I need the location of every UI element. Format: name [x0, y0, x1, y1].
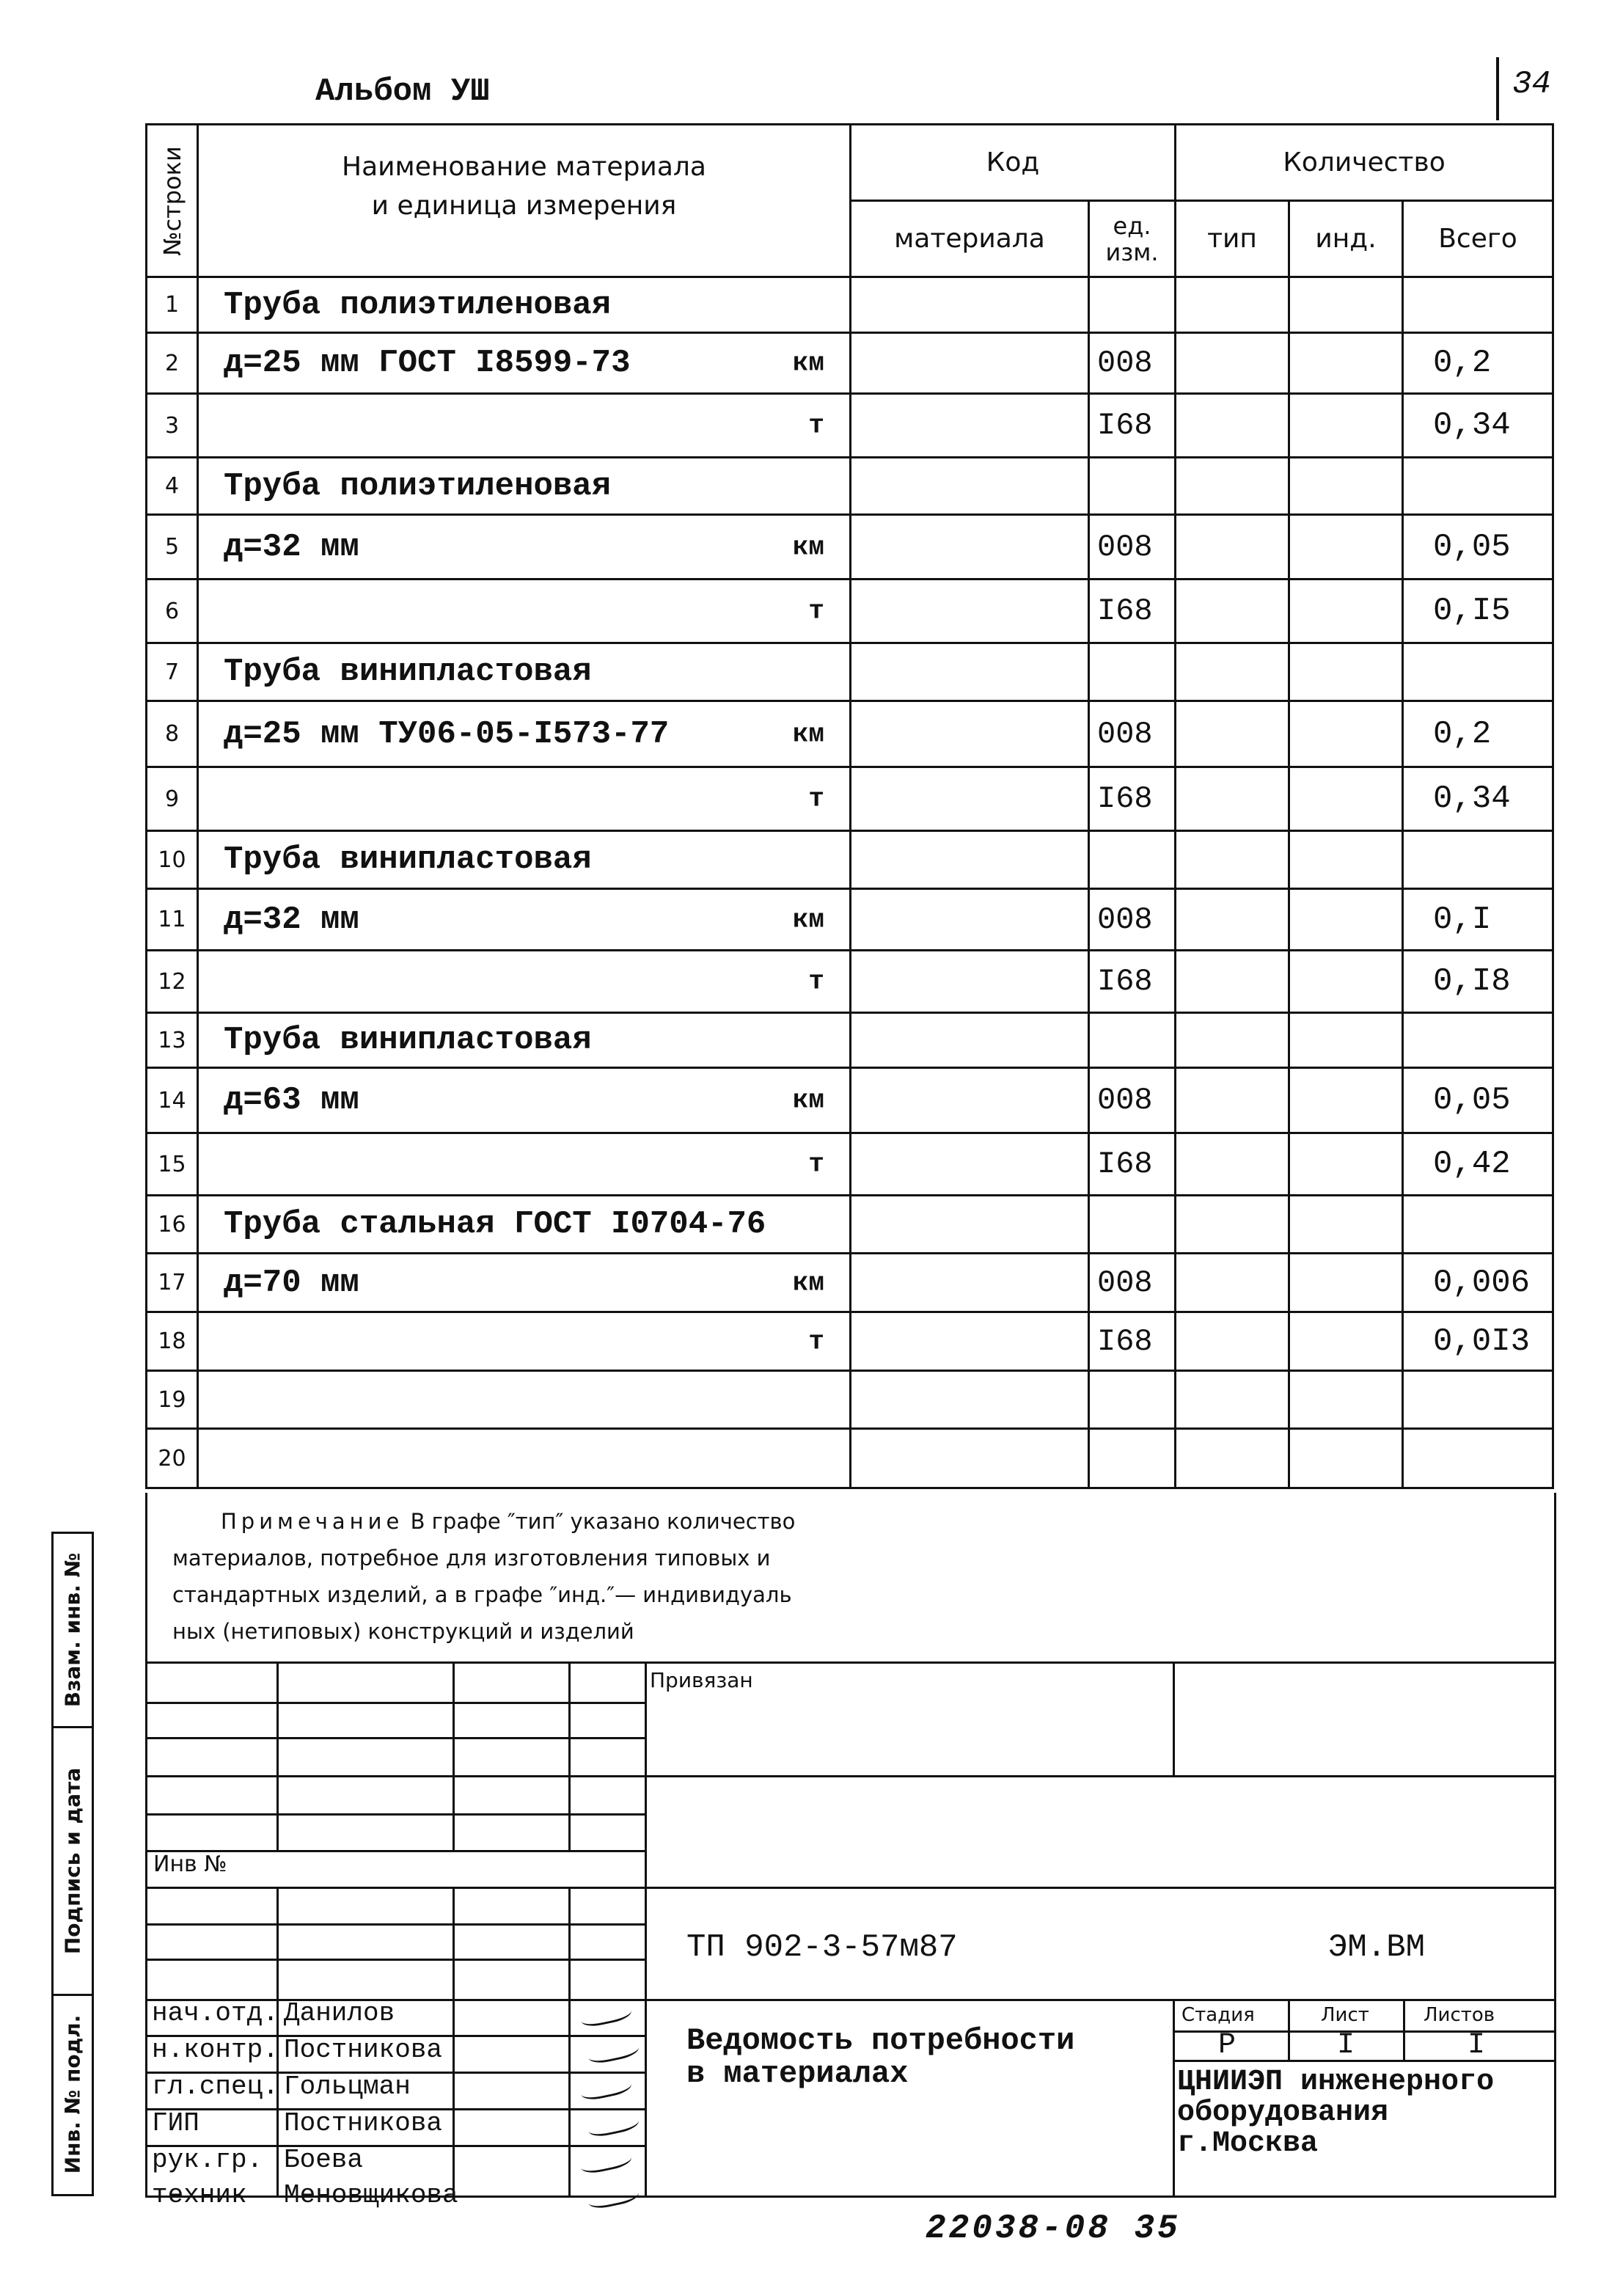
document-title-line-1: Ведомость потребности — [686, 2023, 1075, 2058]
material-unit: км — [792, 1268, 824, 1298]
ind-cell — [1289, 277, 1403, 333]
type-cell — [1176, 889, 1289, 951]
material-name: д=32 мм — [224, 901, 359, 938]
type-cell — [1176, 1068, 1289, 1133]
table-row — [147, 1133, 1553, 1196]
type-cell — [1176, 515, 1289, 580]
total-cell — [1403, 643, 1553, 701]
total-cell — [1403, 831, 1553, 889]
table-row — [147, 458, 1553, 515]
ind-cell — [1289, 889, 1403, 951]
material-name-cell — [198, 1196, 851, 1254]
material-name-cell — [198, 831, 851, 889]
note-line-3: стандартных изделий, а в графе ″инд.″— индивидуаль — [172, 1582, 792, 1607]
material-code-cell — [851, 1254, 1089, 1312]
total-cell — [1403, 458, 1553, 515]
material-name-cell — [198, 1133, 851, 1196]
material-name-cell — [198, 1371, 851, 1429]
material-unit: т — [808, 783, 824, 814]
material-code-cell — [851, 1312, 1089, 1371]
type-header: тип — [1176, 201, 1289, 277]
unit-code-cell: I68 — [1089, 951, 1176, 1013]
table-row — [147, 394, 1553, 458]
material-code-cell — [851, 515, 1089, 580]
table-row — [147, 580, 1553, 643]
table-row — [147, 277, 1553, 333]
ind-cell — [1289, 1312, 1403, 1371]
signer-role: н.контр. — [152, 2035, 279, 2065]
page-number-divider — [1496, 57, 1499, 120]
total-cell: 0,2 — [1403, 333, 1553, 394]
material-name-cell — [198, 1312, 851, 1371]
material-name: д=70 мм — [224, 1264, 359, 1301]
table-row — [147, 333, 1553, 394]
material-name: Труба винипластовая — [224, 654, 592, 690]
unit-code-cell: 008 — [1089, 1254, 1176, 1312]
unit-code-cell: 008 — [1089, 333, 1176, 394]
organization-line-1: ЦНИИЭП инженерного — [1177, 2066, 1495, 2099]
album-title: Альбом УШ — [315, 73, 490, 110]
material-unit: т — [808, 1149, 824, 1180]
signer-name: Боева — [284, 2145, 364, 2175]
row-number: 1 — [147, 277, 198, 333]
unit-code-cell: 008 — [1089, 1068, 1176, 1133]
total-cell: 0,I — [1403, 889, 1553, 951]
material-unit: т — [808, 596, 824, 626]
material-name: д=32 мм — [224, 528, 359, 566]
material-code-cell — [851, 1068, 1089, 1133]
table-row — [147, 831, 1553, 889]
unit-code-cell — [1089, 831, 1176, 889]
material-unit: т — [808, 410, 824, 441]
ind-cell — [1289, 951, 1403, 1013]
row-number: 16 — [147, 1196, 198, 1254]
total-cell: 0,I5 — [1403, 580, 1553, 643]
sheets-label: Листов — [1424, 2004, 1495, 2026]
ind-cell — [1289, 643, 1403, 701]
total-cell — [1403, 1013, 1553, 1068]
note-line-4: ных (нетиповых) конструкций и изделий — [172, 1619, 634, 1644]
ind-cell — [1289, 515, 1403, 580]
signer-role: гл.спец. — [152, 2072, 279, 2102]
material-code-cell — [851, 767, 1089, 831]
side-label-replace-inv: Взам. инв. № — [54, 1534, 92, 1728]
material-name: д=25 мм ГОСТ I8599-73 — [224, 345, 631, 381]
organization-line-3: г.Москва — [1177, 2127, 1319, 2160]
unit-code-cell: I68 — [1089, 1133, 1176, 1196]
material-name: Труба винипластовая — [224, 841, 592, 878]
row-number: 14 — [147, 1068, 198, 1133]
total-cell: 0,42 — [1403, 1133, 1553, 1196]
table-row — [147, 1254, 1553, 1312]
organization-line-2: оборудования — [1177, 2096, 1389, 2129]
material-code-cell — [851, 831, 1089, 889]
type-cell — [1176, 458, 1289, 515]
material-name-cell — [198, 1429, 851, 1488]
material-code-cell — [851, 1429, 1089, 1488]
row-number: 20 — [147, 1429, 198, 1488]
row-number: 17 — [147, 1254, 198, 1312]
quantity-header: Количество — [1176, 125, 1553, 201]
material-name-cell — [198, 701, 851, 767]
table-row — [147, 643, 1553, 701]
table-row — [147, 1371, 1553, 1429]
document-mark: ЭМ.ВМ — [1328, 1929, 1426, 1966]
inv-number-label: Инв № — [153, 1851, 227, 1877]
type-cell — [1176, 1429, 1289, 1488]
material-code-cell — [851, 889, 1089, 951]
unit-code-cell: I68 — [1089, 394, 1176, 458]
ind-cell — [1289, 1068, 1403, 1133]
table-row — [147, 889, 1553, 951]
table-row — [147, 1013, 1553, 1068]
material-name-cell — [198, 1254, 851, 1312]
material-name: Труба полиэтиленовая — [224, 467, 612, 505]
unit-code-cell — [1089, 1013, 1176, 1068]
archive-code: 22038-08 35 — [926, 2209, 1181, 2248]
row-number: 15 — [147, 1133, 198, 1196]
row-number: 3 — [147, 394, 198, 458]
material-name: д=25 мм ТУ06-05-I573-77 — [224, 715, 670, 753]
side-labels — [51, 1532, 94, 2196]
table-row — [147, 767, 1553, 831]
type-cell — [1176, 643, 1289, 701]
material-name-cell — [198, 951, 851, 1013]
ind-cell — [1289, 1013, 1403, 1068]
material-code-cell — [851, 643, 1089, 701]
total-cell: 0,05 — [1403, 1068, 1553, 1133]
unit-code-cell — [1089, 643, 1176, 701]
type-cell — [1176, 951, 1289, 1013]
ind-cell — [1289, 394, 1403, 458]
row-number: 2 — [147, 333, 198, 394]
total-cell: 0,2 — [1403, 701, 1553, 767]
table-row — [147, 701, 1553, 767]
material-name-cell — [198, 333, 851, 394]
table-row — [147, 1429, 1553, 1488]
stage-label: Стадия — [1181, 2004, 1255, 2026]
signer-name: Меновщикова — [284, 2180, 458, 2210]
ind-cell — [1289, 458, 1403, 515]
material-name-cell — [198, 277, 851, 333]
row-number: 9 — [147, 767, 198, 831]
material-name-cell — [198, 458, 851, 515]
unit-code-cell: I68 — [1089, 767, 1176, 831]
note-block — [145, 1493, 1556, 1661]
type-cell — [1176, 333, 1289, 394]
ind-cell — [1289, 1133, 1403, 1196]
signature-mark — [579, 2146, 633, 2176]
total-cell: 0,05 — [1403, 515, 1553, 580]
signer-role: ГИП — [152, 2108, 199, 2138]
material-name: Труба стальная ГОСТ I0704-76 — [224, 1206, 766, 1243]
material-unit: т — [808, 1326, 824, 1356]
material-code-cell — [851, 1371, 1089, 1429]
material-name-cell — [198, 767, 851, 831]
unit-code-cell — [1089, 1429, 1176, 1488]
signer-role: нач.отд. — [152, 1998, 279, 2028]
row-number: 4 — [147, 458, 198, 515]
type-cell — [1176, 1013, 1289, 1068]
signer-role: техник — [152, 2180, 247, 2210]
side-label-signature-date: Подпись и дата — [54, 1728, 92, 1996]
type-cell — [1176, 1196, 1289, 1254]
material-unit: км — [792, 348, 824, 379]
row-number: 11 — [147, 889, 198, 951]
signature-mark — [586, 2109, 640, 2139]
material-name-cell — [198, 580, 851, 643]
sheet-label: Лист — [1321, 2004, 1369, 2026]
material-code-cell — [851, 277, 1089, 333]
material-name: д=63 мм — [224, 1082, 359, 1119]
row-number: 6 — [147, 580, 198, 643]
type-cell — [1176, 1312, 1289, 1371]
document-code: ТП 902-3-57м87 — [686, 1929, 958, 1966]
table-row — [147, 515, 1553, 580]
ind-header: инд. — [1289, 201, 1403, 277]
row-number: 10 — [147, 831, 198, 889]
material-unit: км — [792, 719, 824, 749]
type-cell — [1176, 701, 1289, 767]
unit-code-cell: I68 — [1089, 1312, 1176, 1371]
total-cell: 0,I8 — [1403, 951, 1553, 1013]
material-name-cell — [198, 394, 851, 458]
ind-cell — [1289, 701, 1403, 767]
ind-cell — [1289, 767, 1403, 831]
material-code-cell — [851, 333, 1089, 394]
material-unit: км — [792, 532, 824, 562]
material-name: Труба полиэтиленовая — [224, 286, 612, 323]
row-number: 19 — [147, 1371, 198, 1429]
unit-code-cell — [1089, 277, 1176, 333]
material-code-cell — [851, 458, 1089, 515]
signer-name: Постникова — [284, 2035, 443, 2065]
ind-cell — [1289, 1196, 1403, 1254]
unit-code-cell: 008 — [1089, 889, 1176, 951]
stage-value: Р — [1218, 2029, 1237, 2062]
material-code-cell — [851, 1013, 1089, 1068]
material-code-cell — [851, 951, 1089, 1013]
signature-mark — [579, 1999, 633, 2029]
signer-name: Гольцман — [284, 2072, 411, 2102]
signer-role: рук.гр. — [152, 2145, 263, 2175]
ind-cell — [1289, 333, 1403, 394]
material-code-header: материала — [851, 201, 1089, 277]
unit-code-cell — [1089, 458, 1176, 515]
material-code-cell — [851, 1196, 1089, 1254]
type-cell — [1176, 277, 1289, 333]
material-name-cell — [198, 643, 851, 701]
row-number: 13 — [147, 1013, 198, 1068]
table-row — [147, 1068, 1553, 1133]
material-name-cell — [198, 1013, 851, 1068]
row-number: 5 — [147, 515, 198, 580]
total-cell: 0,34 — [1403, 767, 1553, 831]
document-title-line-2: в материалах — [686, 2056, 909, 2091]
materials-table — [145, 123, 1554, 1489]
title-block — [145, 1661, 1556, 2210]
type-cell — [1176, 831, 1289, 889]
total-cell: 0,34 — [1403, 394, 1553, 458]
sheet-value: I — [1337, 2029, 1355, 2062]
material-name-cell — [198, 889, 851, 951]
note-line-2: материалов, потребное для изготовления типовых и — [172, 1546, 771, 1571]
row-number: 7 — [147, 643, 198, 701]
signature-mark — [586, 2181, 640, 2211]
unit-code-cell: I68 — [1089, 580, 1176, 643]
unit-code-header: ед. изм. — [1089, 201, 1176, 277]
unit-code-cell — [1089, 1196, 1176, 1254]
row-number: 12 — [147, 951, 198, 1013]
sheets-value: I — [1468, 2029, 1486, 2062]
material-name-cell — [198, 1068, 851, 1133]
type-cell — [1176, 1254, 1289, 1312]
note-line-1: В графе ″тип″ указано количество — [410, 1509, 796, 1534]
type-cell — [1176, 1371, 1289, 1429]
code-header: Код — [851, 125, 1176, 201]
page-number: 34 — [1512, 66, 1551, 103]
total-cell — [1403, 277, 1553, 333]
ind-cell — [1289, 1429, 1403, 1488]
note-label: Примечание — [221, 1509, 404, 1534]
signer-name: Постникова — [284, 2108, 443, 2138]
signer-name: Данилов — [284, 1998, 395, 2028]
material-code-cell — [851, 701, 1089, 767]
signature-mark — [579, 2072, 633, 2102]
material-code-cell — [851, 580, 1089, 643]
total-cell — [1403, 1196, 1553, 1254]
signature-mark — [586, 2036, 640, 2066]
material-name: Труба винипластовая — [224, 1022, 592, 1059]
unit-code-cell: 008 — [1089, 701, 1176, 767]
ind-cell — [1289, 1371, 1403, 1429]
table-row — [147, 1312, 1553, 1371]
total-cell — [1403, 1429, 1553, 1488]
material-unit: км — [792, 904, 824, 935]
type-cell — [1176, 580, 1289, 643]
total-cell: 0,006 — [1403, 1254, 1553, 1312]
bound-label: Привязан — [650, 1668, 753, 1692]
row-number: 8 — [147, 701, 198, 767]
unit-code-cell: 008 — [1089, 515, 1176, 580]
total-cell — [1403, 1371, 1553, 1429]
material-unit: км — [792, 1085, 824, 1116]
table-row — [147, 1196, 1553, 1254]
ind-cell — [1289, 831, 1403, 889]
side-label-inv-original: Инв. № подл. — [60, 2014, 85, 2173]
unit-code-cell — [1089, 1371, 1176, 1429]
material-code-cell — [851, 1133, 1089, 1196]
material-name-cell — [198, 515, 851, 580]
type-cell — [1176, 1133, 1289, 1196]
type-cell — [1176, 394, 1289, 458]
ind-cell — [1289, 580, 1403, 643]
table-row — [147, 951, 1553, 1013]
row-number-header: №строки — [147, 125, 198, 277]
ind-cell — [1289, 1254, 1403, 1312]
type-cell — [1176, 767, 1289, 831]
material-unit: т — [808, 966, 824, 997]
material-code-cell — [851, 394, 1089, 458]
name-header: Наименование материала и единица измерения — [198, 125, 851, 277]
total-header: Всего — [1403, 201, 1553, 277]
row-number: 18 — [147, 1312, 198, 1371]
total-cell: 0,0I3 — [1403, 1312, 1553, 1371]
